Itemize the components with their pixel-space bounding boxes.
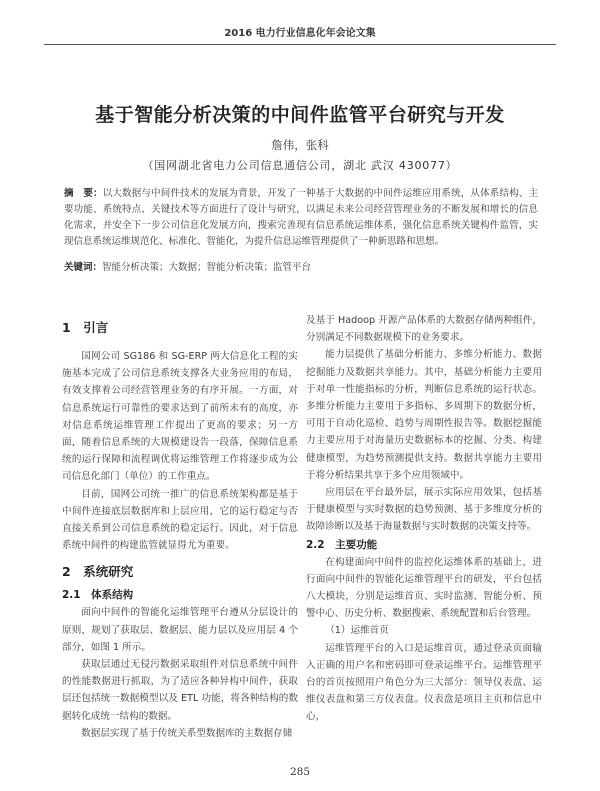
section-2-2-paragraph-1: 在构建面向中间件的监控化运维体系的基础上，进行面向中间件的智能化运维管理平台的研发，平台包括八大模块，分别是运维首页、实时监测、智能分析、预警中心、历史分析、数据搜索、系统配置和后台管理。	[306, 556, 542, 620]
abstract	[64, 186, 538, 250]
left-column	[62, 312, 298, 742]
keywords-label: 关键词：	[64, 262, 103, 273]
authors: 詹伟，张科	[271, 138, 329, 152]
paragraph-continued: 及基于 Hadoop 开源产品体系的大数据存储两种组件，分别满足不同数据规模下的业务要求。	[306, 315, 542, 344]
item-1-heading: （1）运维首页	[325, 625, 389, 637]
section-1-paragraph-2: 目前，国网公司统一推广的信息系统架构都是基于中间件连接底层数据库和上层应用，它的运行稳定与否直接关系到公司信息系统的稳定运行。因此，对于信息系统中间件的构建监管就显得尤为重要。	[62, 488, 298, 552]
ability-layer-paragraph: 能力层提供了基础分析能力、多维分析能力、数据挖掘能力及数据共享能力。其中，基础分析能力主要用于对单一性能指标的分析，判断信息系统的运行状态。多维分析能力主要用于多指标、多周期下的数据分析，可用于自动化巡检、趋势与周期性报告等。数据挖掘能力主要应用于对海量历史数据标本的挖掘、分类、构建健康模型，为趋势预测提供支持。数据共享能力主要用于将分析结果共享于多个应用领域中。	[306, 349, 542, 481]
application-layer-paragraph: 应用层在平台最外层，展示实际应用效果，包括基于健康模型与实时数据的趋势预测、基于多维度分析的故障诊断以及基于海量数据与实时数据的决策支持等。	[306, 487, 542, 533]
keywords	[64, 260, 538, 276]
item-1-paragraph: 运维管理平台的入口是运维首页，通过登录页面输入正确的用户名和密码即可登录运维平台。运维管理平台的首页按照用户角色分为三大部分：领导仪表盘、运维仪表盘和第三方仪表盘。仪表盘是项目主页和信息中心，	[306, 642, 542, 723]
section-2-1-paragraph-2: 获取层通过无侵污数据采取组件对信息系统中间件的性能数据进行抓取，为了适应各种异构中间件，获取层还包括统一数据模型以及 ETL 功能，将各种结构的数据转化成统一结构的数据。	[62, 659, 298, 722]
section-1-paragraph-1: 国网公司 SG186 和 SG-ERP 两大信息化工程的实施基本完成了公司信息系统支撑各大业务应用的布局，有效支撑着公司经营管理业务的有序开展。一方面，对信息系统运行可靠性的要求达到了前所未有的高度，亦对信息系统运维管理工作提出了更高的要求；另一方面，随着信息系统的大规模建设告一段落，保障信息系统的运行保障和流程调优将运维管理工作将逐步成为公司信息化部门（单位）的工作重点。	[62, 351, 298, 483]
right-column	[306, 312, 542, 726]
section-2-1-paragraph-3: 数据层实现了基于传统关系型数据库的主数据存储	[81, 727, 293, 739]
affiliation: （国网湖北省电力公司信息通信公司，湖北 武汉 430077）	[142, 159, 458, 172]
section-1-heading: 1 引言	[62, 320, 109, 335]
running-header: 2016 电力行业信息化年会论文集	[224, 28, 376, 39]
section-2-heading: 2 系统研究	[62, 564, 134, 580]
abstract-text: 以大数据与中间件技术的发展为背景，开发了一种基于大数据的中间件运维应用系统，从体系结构、主要功能、系统特点、关键技术等方面进行了设计与研究，以满足未来公司经营管理业务的不断发展和增长的信息化需求，并安全下一步公司信息化发展方向，搜索完善现有信息系统运维体系，强化信息系统关键构件监管，实现信息系统运维规范化、标准化、智能化，为提升信息运维管理提供了一种新思路和思想。	[64, 188, 538, 247]
header-divider	[44, 44, 556, 45]
paper-title: 基于智能分析决策的中间件监管平台研究与开发	[95, 104, 505, 126]
section-2-1-paragraph-1: 面向中间件的智能化运维管理平台遵从分层设计的原则，规划了获取层、数据层、能力层以及应用层 4 个部分，如图 1 所示。	[62, 607, 298, 653]
page-number: 285	[289, 766, 311, 778]
abstract-label: 摘 要：	[64, 188, 103, 199]
keywords-text: 智能分析决策；大数据；智能分析决策；监管平台	[102, 262, 312, 273]
section-2-2-heading: 2.2 主要功能	[306, 538, 378, 551]
section-2-1-heading: 2.1 体系结构	[62, 589, 134, 602]
